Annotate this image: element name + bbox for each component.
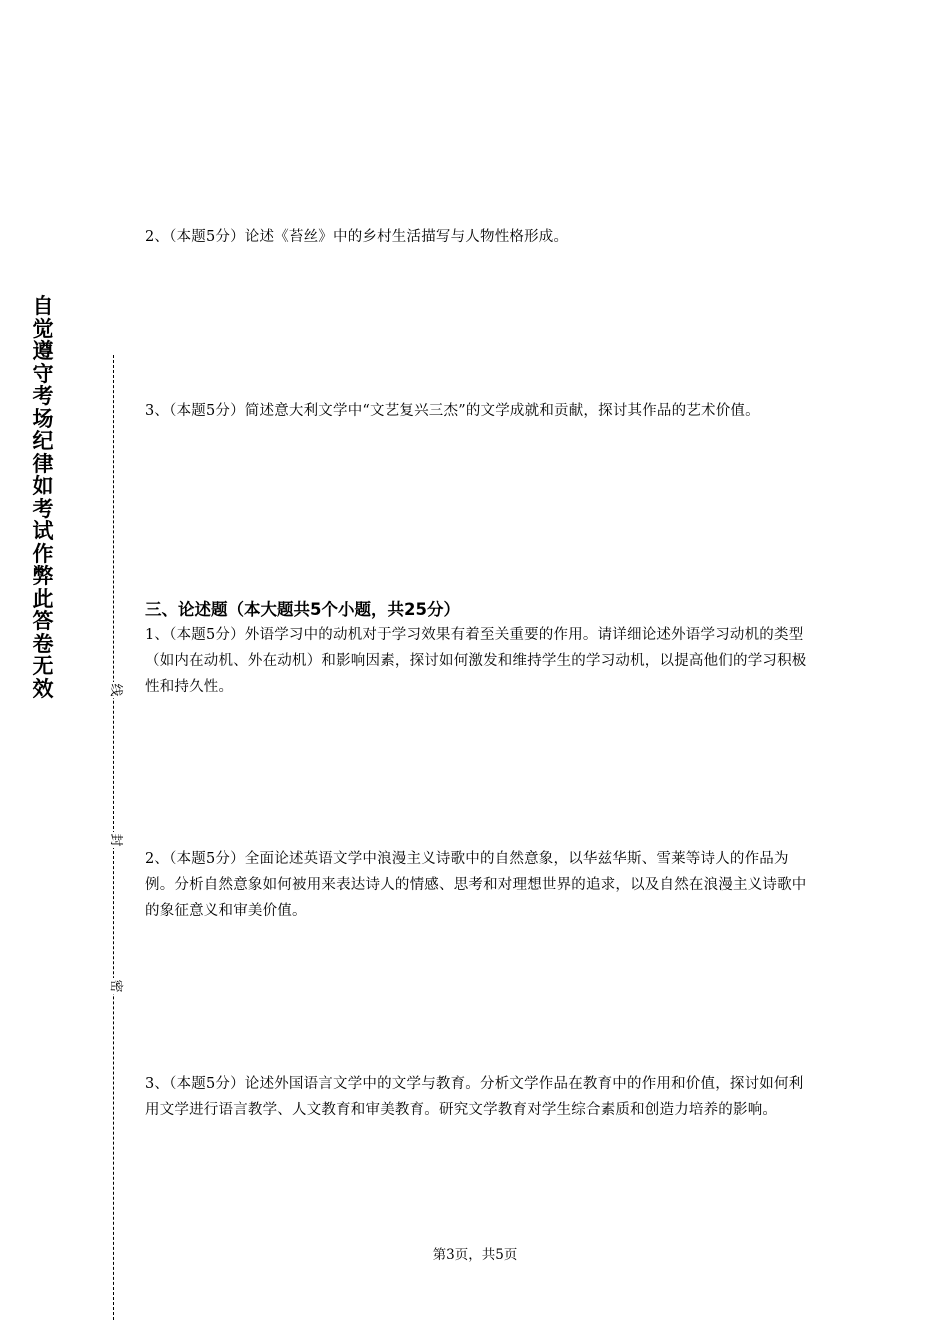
binding-label-secret: 密	[105, 978, 123, 994]
question-prev-2: 2、（本题5分）论述《苔丝》中的乡村生活描写与人物性格形成。	[145, 229, 569, 245]
essay-question-3: 3、（本题5分）论述外国语言文学中的文学与教育。分析文学作品在教育中的作用和价值，探讨如何利用文学进行语言教学、人文教育和审美教育。研究文学教育对学生综合素质和创造力培养的影响。	[145, 1076, 804, 1118]
question-prev-3: 3、（本题5分）简述意大利文学中“文艺复兴三杰”的文学成就和贡献，探讨其作品的艺术价值。	[145, 403, 760, 419]
exam-discipline-notice: 自觉遵守考场纪律如考试作弊此答卷无效	[32, 294, 54, 701]
binding-label-seal: 封	[105, 832, 123, 848]
essay-question-1: 1、（本题5分）外语学习中的动机对于学习效果有着至关重要的作用。请详细论述外语学习动机的类型（如内在动机、外在动机）和影响因素，探讨如何激发和维持学生的学习动机，以提高他们的学习积极性和持久性。	[145, 627, 807, 695]
binding-label-line: 线	[105, 682, 123, 698]
section-title: 三、论述题（本大题共5个小题，共25分）	[145, 600, 460, 619]
page-number: 第3页，共5页	[432, 1247, 518, 1263]
essay-question-2: 2、（本题5分）全面论述英语文学中浪漫主义诗歌中的自然意象，以华兹华斯、雪莱等诗人的作品为例。分析自然意象如何被用来表达诗人的情感、思考和对理想世界的追求，以及自然在浪漫主义诗歌中的象征意义和审美价值。	[145, 851, 807, 919]
